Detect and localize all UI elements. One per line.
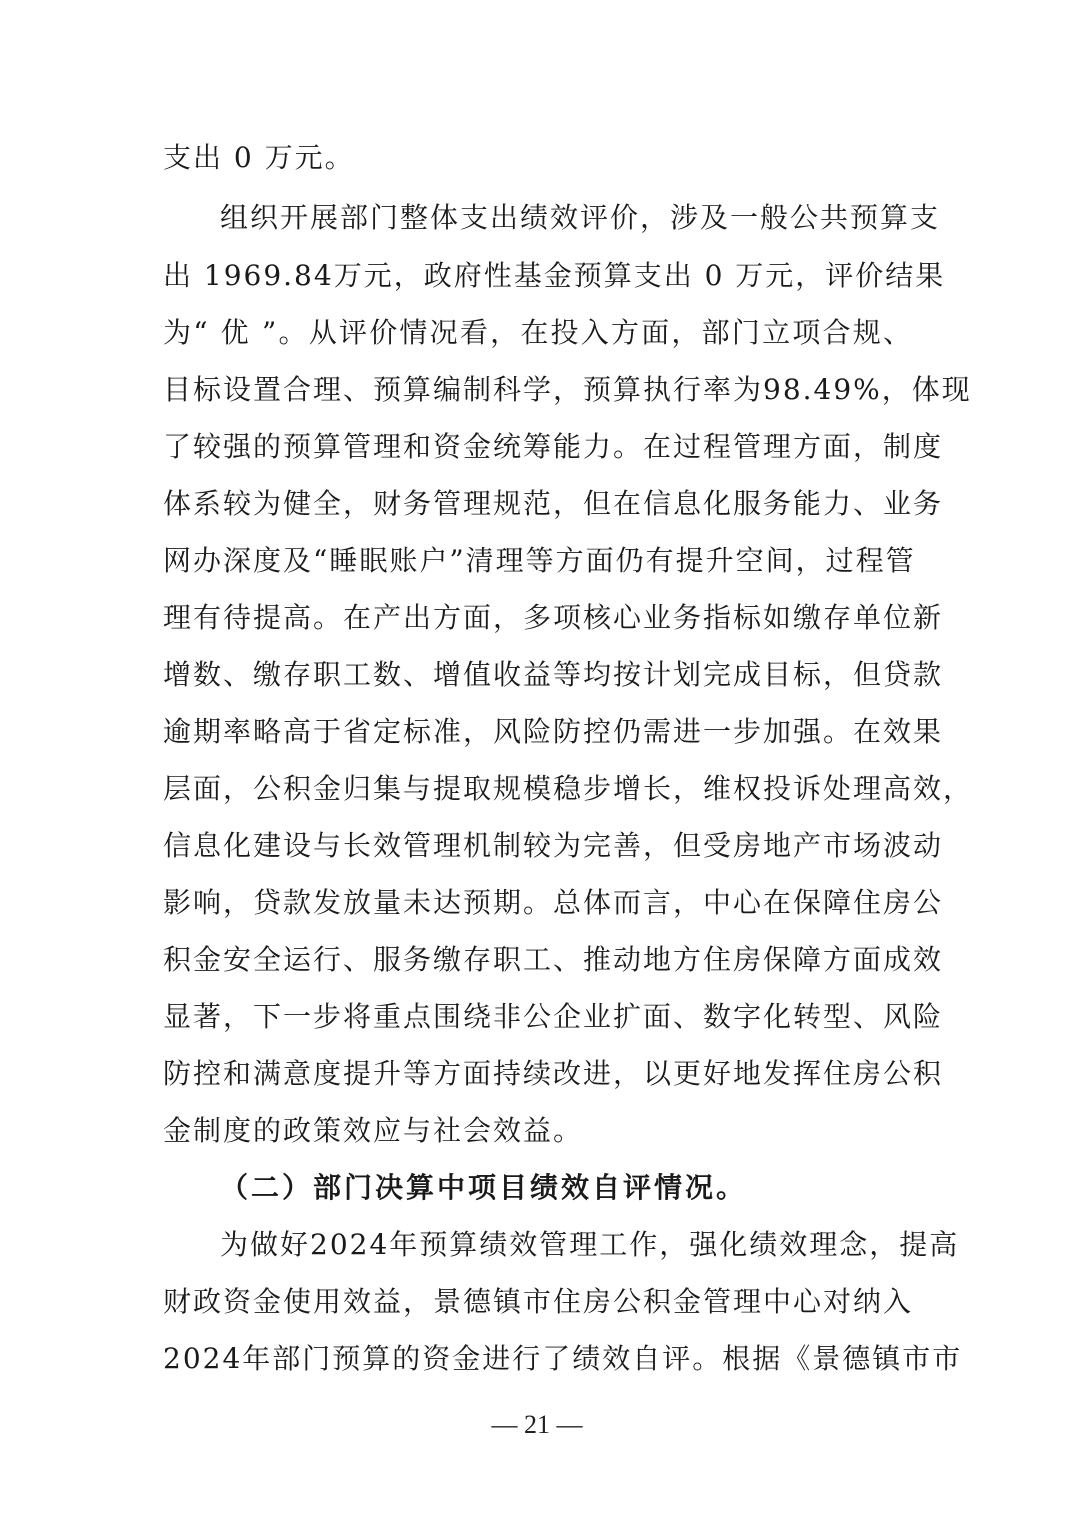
text-line: 网办深度及“睡眠账户”清理等方面仍有提升空间，过程管	[163, 544, 916, 577]
text-line: 显著，下一步将重点围绕非公企业扩面、数字化转型、风险	[163, 1000, 944, 1033]
text-line: 目标设置合理、预算编制科学，预算执行率为98.49%，体现	[163, 373, 972, 406]
text-line: 金制度的政策效应与社会效益。	[163, 1114, 584, 1147]
text-line: 财政资金使用效益，景德镇市住房公积金管理中心对纳入	[163, 1285, 914, 1318]
text-line: 信息化建设与长效管理机制较为完善，但受房地产市场波动	[163, 829, 944, 862]
text-line: 体系较为健全，财务管理规范，但在信息化服务能力、业务	[163, 487, 944, 520]
text-line: 出 1969.84万元，政府性基金预算支出 0 万元，评价结果	[163, 259, 946, 292]
paragraph-start-line: 组织开展部门整体支出绩效评价，涉及一般公共预算支	[220, 201, 941, 234]
text-line: 支出 0 万元。	[163, 141, 355, 174]
text-line: 了较强的预算管理和资金统筹能力。在过程管理方面，制度	[163, 430, 944, 463]
paragraph-start-line: 为做好2024年预算绩效管理工作，强化绩效理念，提高	[220, 1228, 960, 1261]
text-line: 为“ 优 ”。从评价情况看，在投入方面，部门立项合规、	[163, 316, 913, 349]
text-line: 防控和满意度提升等方面持续改进，以更好地发挥住房公积	[163, 1057, 944, 1090]
section-heading: （二）部门决算中项目绩效自评情况。	[220, 1171, 748, 1204]
text-line: 理有待提高。在产出方面，多项核心业务指标如缴存单位新	[163, 601, 944, 634]
text-line: 逾期率略高于省定标准，风险防控仍需进一步加强。在效果	[163, 715, 944, 748]
text-line: 层面，公积金归集与提取规模稳步增长，维权投诉处理高效，	[163, 772, 974, 805]
text-line: 积金安全运行、服务缴存职工、推动地方住房保障方面成效	[163, 943, 944, 976]
text-line: 2024年部门预算的资金进行了绩效自评。根据《景德镇市市	[163, 1342, 963, 1375]
text-line: 影响，贷款发放量未达预期。总体而言，中心在保障住房公	[163, 886, 944, 919]
page-number: — 21 —	[491, 1410, 583, 1439]
text-line: 增数、缴存职工数、增值收益等均按计划完成目标，但贷款	[163, 658, 944, 691]
